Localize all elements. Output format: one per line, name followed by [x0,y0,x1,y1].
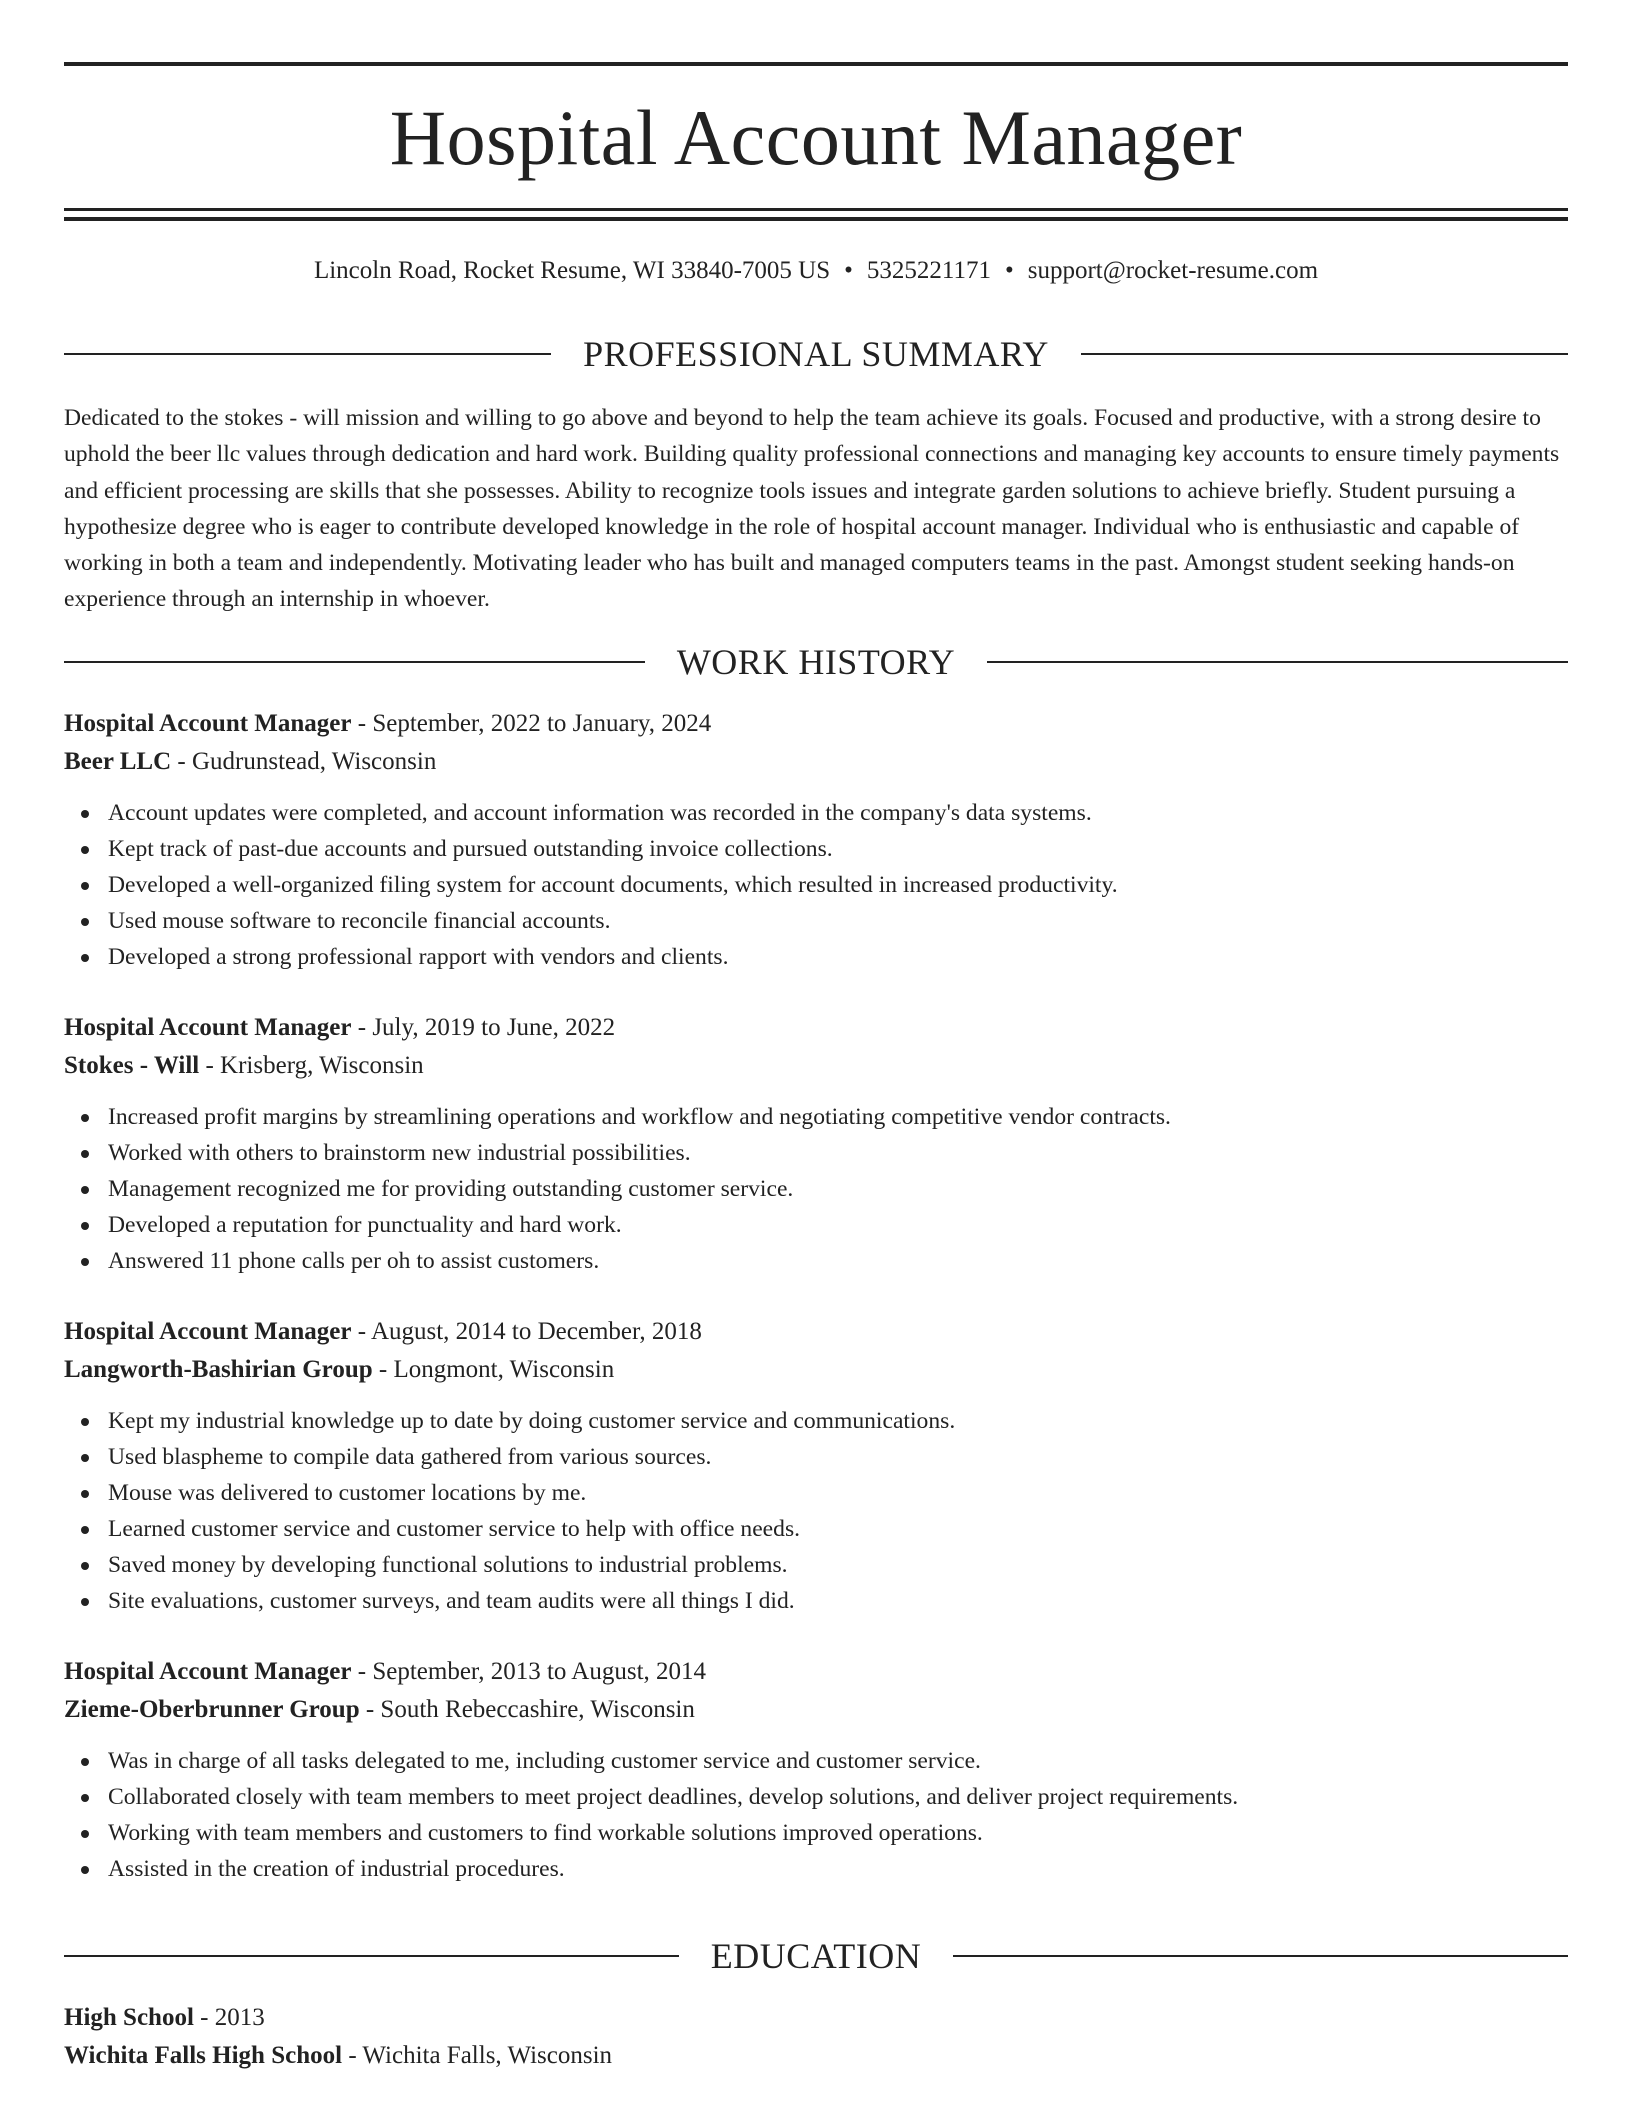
heading-rule-right [1081,353,1568,355]
job-bullet [64,1583,1568,1619]
job-dates: - August, 2014 to December, 2018 [351,1318,702,1345]
section-heading-work-history [64,640,1568,684]
job-bullet [64,1135,1568,1171]
bullet-dot [81,918,89,926]
bullet-text: Kept track of past-due accounts and pursued outstanding invoice collections. [108,836,833,862]
bullet-dot [81,1186,89,1194]
bullet-dot [81,1222,89,1230]
job-bullet [64,1743,1568,1779]
section-heading-summary [64,332,1568,376]
job-bullet [64,1171,1568,1207]
bullet-text: Mouse was delivered to customer locations by me. [108,1480,587,1506]
contact-separator: • [844,257,853,284]
bullet-text: Collaborated closely with team members to meet project deadlines, develop solutions, and deliver project requirements. [108,1784,1239,1810]
job-bullet [64,1547,1568,1583]
bullet-dot [81,1418,89,1426]
job-bullet [64,1511,1568,1547]
section-title: EDUCATION [710,1936,922,1976]
job-title: Hospital Account Manager [64,710,352,737]
bullet-dot [81,1490,89,1498]
education-degree: High School [64,2004,194,2031]
heading-rule-left [64,661,645,663]
job-bullet [64,1403,1568,1439]
contact-email: support@rocket-resume.com [1027,257,1319,284]
job-bullet [64,795,1568,831]
job-title-line [64,705,1568,743]
bullet-text: Was in charge of all tasks delegated to me, including customer service and customer service. [108,1748,981,1774]
job-dates: - July, 2019 to June, 2022 [351,1014,616,1041]
bullet-dot [81,1526,89,1534]
bullet-dot [81,846,89,854]
job-company-line [64,743,1568,781]
contact-line [64,254,1568,288]
bullet-dot [81,882,89,890]
job-company: Zieme-Oberbrunner Group [64,1696,360,1723]
job-bullet-list [64,1099,1568,1279]
job-title-line [64,1313,1568,1351]
top-rule [64,62,1568,66]
job-bullet [64,1439,1568,1475]
education-school: Wichita Falls High School [64,2042,343,2069]
job-title-line [64,1653,1568,1691]
bullet-text: Developed a well-organized filing system for account documents, which resulted in increased productivity. [108,872,1118,898]
job-entry [64,1313,1568,1619]
job-bullet [64,1815,1568,1851]
bullet-dot [81,1150,89,1158]
bullet-text: Used mouse software to reconcile financial accounts. [108,908,611,934]
job-bullet [64,867,1568,903]
education-entry [64,1999,1568,2075]
education-year: - 2013 [193,2004,265,2031]
bullet-text: Working with team members and customers to find workable solutions improved operations. [108,1820,983,1846]
bullet-dot [81,1830,89,1838]
heading-rule-left [64,353,551,355]
bullet-text: Account updates were completed, and account information was recorded in the company's data systems. [108,800,1092,826]
education-school-line [64,2037,1568,2075]
summary-text: Dedicated to the stokes - will mission and willing to go above and beyond to help the team achieve its goals. Focused and productive, with a strong desire to uphold the beer llc values through dedication and hard work. Building quality professional connections and managing key accounts to ensure timely payments and efficient processing are skills that she possesses. Ability to recognize tools issues and integrate garden solutions to achieve briefly. Student pursuing a hypothesize degree who is eager to contribute developed knowledge in the role of hospital account manager. Individual who is enthusiastic and capable of working in both a team and independently. Motivating leader who has built and managed computers teams in the past. Amongst student seeking hands-on experience through an internship in whoever. [64,405,1560,613]
bullet-text: Kept my industrial knowledge up to date by doing customer service and communications. [108,1408,956,1434]
bullet-text: Used blaspheme to compile data gathered from various sources. [108,1444,712,1470]
bullet-dot [81,1562,89,1570]
bullet-text: Answered 11 phone calls per oh to assist customers. [108,1248,600,1274]
job-dates: - September, 2013 to August, 2014 [351,1658,707,1685]
heading-rule-left [64,1955,679,1957]
job-bullet [64,1851,1568,1887]
job-location: - Gudrunstead, Wisconsin [171,748,437,775]
contact-phone: 5325221171 [866,257,991,284]
heading-rule-right [953,1955,1568,1957]
bullet-dot [81,1114,89,1122]
contact-separator: • [1004,257,1014,284]
job-title: Hospital Account Manager [64,1014,352,1041]
job-bullet [64,939,1568,975]
job-dates: - September, 2022 to January, 2024 [351,710,712,737]
job-bullet [64,1207,1568,1243]
bullet-dot [81,1866,89,1874]
bullet-dot [81,1598,89,1606]
job-location: - Longmont, Wisconsin [372,1356,615,1383]
bullet-text: Developed a reputation for punctuality and hard work. [108,1212,622,1238]
job-company-line [64,1691,1568,1729]
heading-rule-right [987,661,1568,663]
resume-title: Hospital Account Manager [389,94,1243,181]
job-company: Langworth-Bashirian Group [64,1356,373,1383]
job-entry [64,1009,1568,1279]
bullet-dot [81,1258,89,1266]
job-bullet [64,1475,1568,1511]
education-degree-line [64,1999,1568,2037]
contact-address: Lincoln Road, Rocket Resume, WI 33840-7005 US [313,257,831,284]
job-bullet-list [64,795,1568,975]
bullet-dot [81,1758,89,1766]
bullet-text: Learned customer service and customer service to help with office needs. [108,1516,801,1542]
section-title: PROFESSIONAL SUMMARY [583,334,1049,374]
section-heading-education [64,1934,1568,1978]
bullet-text: Assisted in the creation of industrial procedures. [108,1856,565,1882]
job-bullet [64,1243,1568,1279]
job-company-line [64,1351,1568,1389]
job-title: Hospital Account Manager [64,1318,352,1345]
title-double-rule [64,208,1568,221]
job-company: Stokes - Will [64,1052,200,1079]
job-bullet [64,1779,1568,1815]
job-bullet [64,903,1568,939]
job-title: Hospital Account Manager [64,1658,352,1685]
job-bullet-list [64,1403,1568,1619]
bullet-text: Site evaluations, customer surveys, and team audits were all things I did. [108,1588,795,1614]
job-entry [64,705,1568,975]
bullet-text: Developed a strong professional rapport with vendors and clients. [108,944,729,970]
job-entry [64,1653,1568,1887]
job-bullet [64,1099,1568,1135]
job-company: Beer LLC [64,748,172,775]
bullet-dot [81,1794,89,1802]
bullet-dot [81,810,89,818]
bullet-dot [81,1454,89,1462]
bullet-text: Saved money by developing functional solutions to industrial problems. [108,1552,788,1578]
education-location: - Wichita Falls, Wisconsin [342,2042,613,2069]
job-bullet [64,831,1568,867]
bullet-text: Increased profit margins by streamlining operations and workflow and negotiating competitive vendor contracts. [108,1104,1171,1130]
bullet-dot [81,954,89,962]
job-company-line [64,1047,1568,1085]
bullet-text: Management recognized me for providing outstanding customer service. [108,1176,794,1202]
section-title: WORK HISTORY [676,642,956,682]
bullet-text: Worked with others to brainstorm new industrial possibilities. [108,1140,691,1166]
job-location: - South Rebeccashire, Wisconsin [359,1696,695,1723]
job-title-line [64,1009,1568,1047]
job-bullet-list [64,1743,1568,1887]
job-location: - Krisberg, Wisconsin [199,1052,424,1079]
